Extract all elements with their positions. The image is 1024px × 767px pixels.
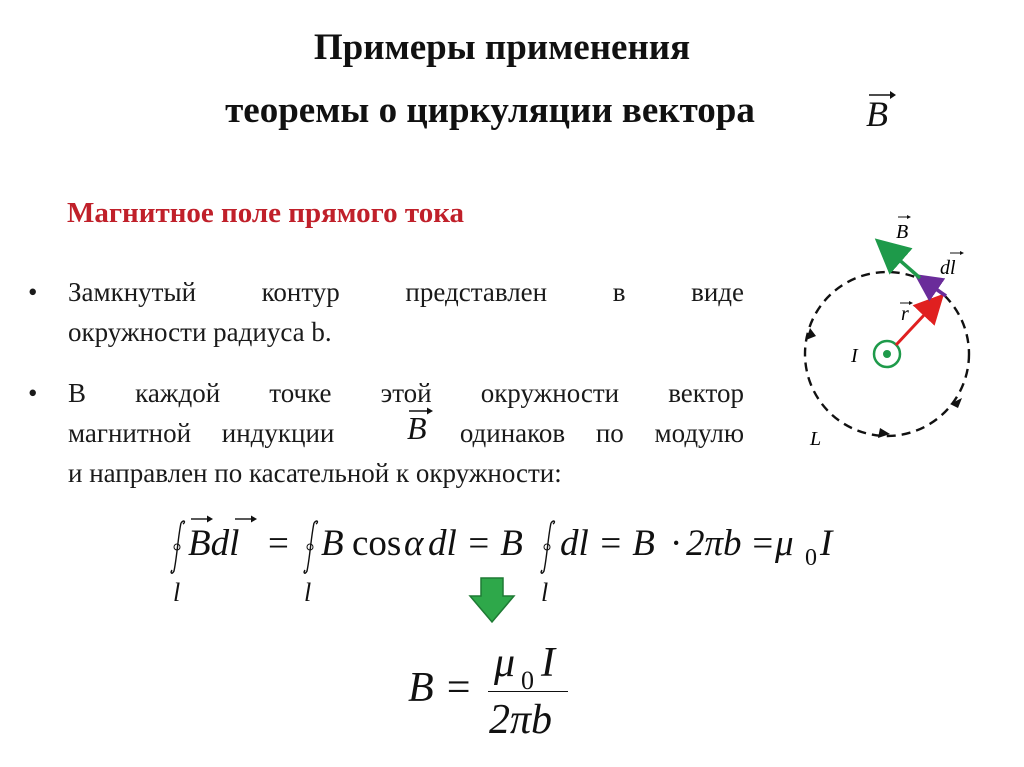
bullet-line-with-vector — [68, 413, 744, 453]
bullet-line: окружности радиуса b. — [68, 317, 332, 347]
result-lhs: B = — [408, 665, 473, 711]
bullet-line: В каждой точке этой окружности вектор — [68, 378, 744, 408]
bullet-line-part: магнитной индукции — [68, 418, 335, 448]
eq-part: cos — [352, 523, 402, 564]
contour-integral-icon — [301, 517, 321, 577]
contour-integral-icon — [168, 517, 188, 577]
bullet-marker: • — [28, 277, 38, 307]
result-denominator: 2πb — [489, 697, 553, 743]
label-i: I — [851, 345, 858, 367]
eq-part: B — [321, 523, 344, 564]
bullet-line: и направлен по касательной к окружности: — [68, 458, 562, 488]
fraction-bar — [488, 691, 568, 692]
eq-part: 2πb — [686, 523, 742, 564]
eq-subscript: 0 — [805, 545, 817, 571]
integral-subscript: l — [173, 578, 181, 607]
section-subtitle: Магнитное поле прямого тока — [67, 197, 464, 229]
bullet-line: Замкнутый контур представлен в виде — [68, 277, 744, 307]
svg-text:B: B — [896, 221, 909, 243]
svg-text:dl: dl — [940, 257, 956, 279]
inline-vector-b: B — [407, 412, 427, 444]
contour-integral-icon — [538, 517, 558, 577]
slide-title-text: теоремы о циркуляции вектора — [225, 90, 755, 131]
svg-text:r: r — [901, 303, 909, 325]
title-vector-b: B — [866, 96, 888, 132]
eq-part: dl = B — [428, 523, 523, 564]
bullet-line-part: одинаков по модулю — [459, 418, 745, 448]
eq-part: α — [404, 523, 424, 564]
eq-part: =μ — [750, 523, 794, 564]
slide-title-line1: Примеры применения — [313, 27, 691, 68]
integral-subscript: l — [541, 578, 549, 607]
integral-subscript: l — [304, 578, 312, 607]
result-numerator-i: I — [541, 640, 555, 686]
bullet-marker: • — [28, 378, 38, 408]
result-numerator-mu: μ — [494, 640, 516, 686]
eq-dot: · — [670, 523, 683, 564]
result-numerator-subscript: 0 — [521, 666, 534, 695]
slide-title-line2 — [0, 92, 1002, 129]
eq-part: Bdl — [188, 523, 240, 564]
arrow-down-icon — [468, 576, 516, 624]
eq-part: I — [820, 523, 833, 564]
eq-part: dl = B — [560, 523, 655, 564]
label-b — [896, 215, 911, 243]
label-l: L — [810, 428, 822, 450]
eq-equals: = — [268, 523, 289, 564]
label-r — [900, 301, 913, 325]
conductor-dot — [883, 350, 891, 358]
label-dl — [940, 251, 964, 279]
dl-vector — [920, 278, 946, 296]
field-diagram — [780, 200, 1000, 460]
